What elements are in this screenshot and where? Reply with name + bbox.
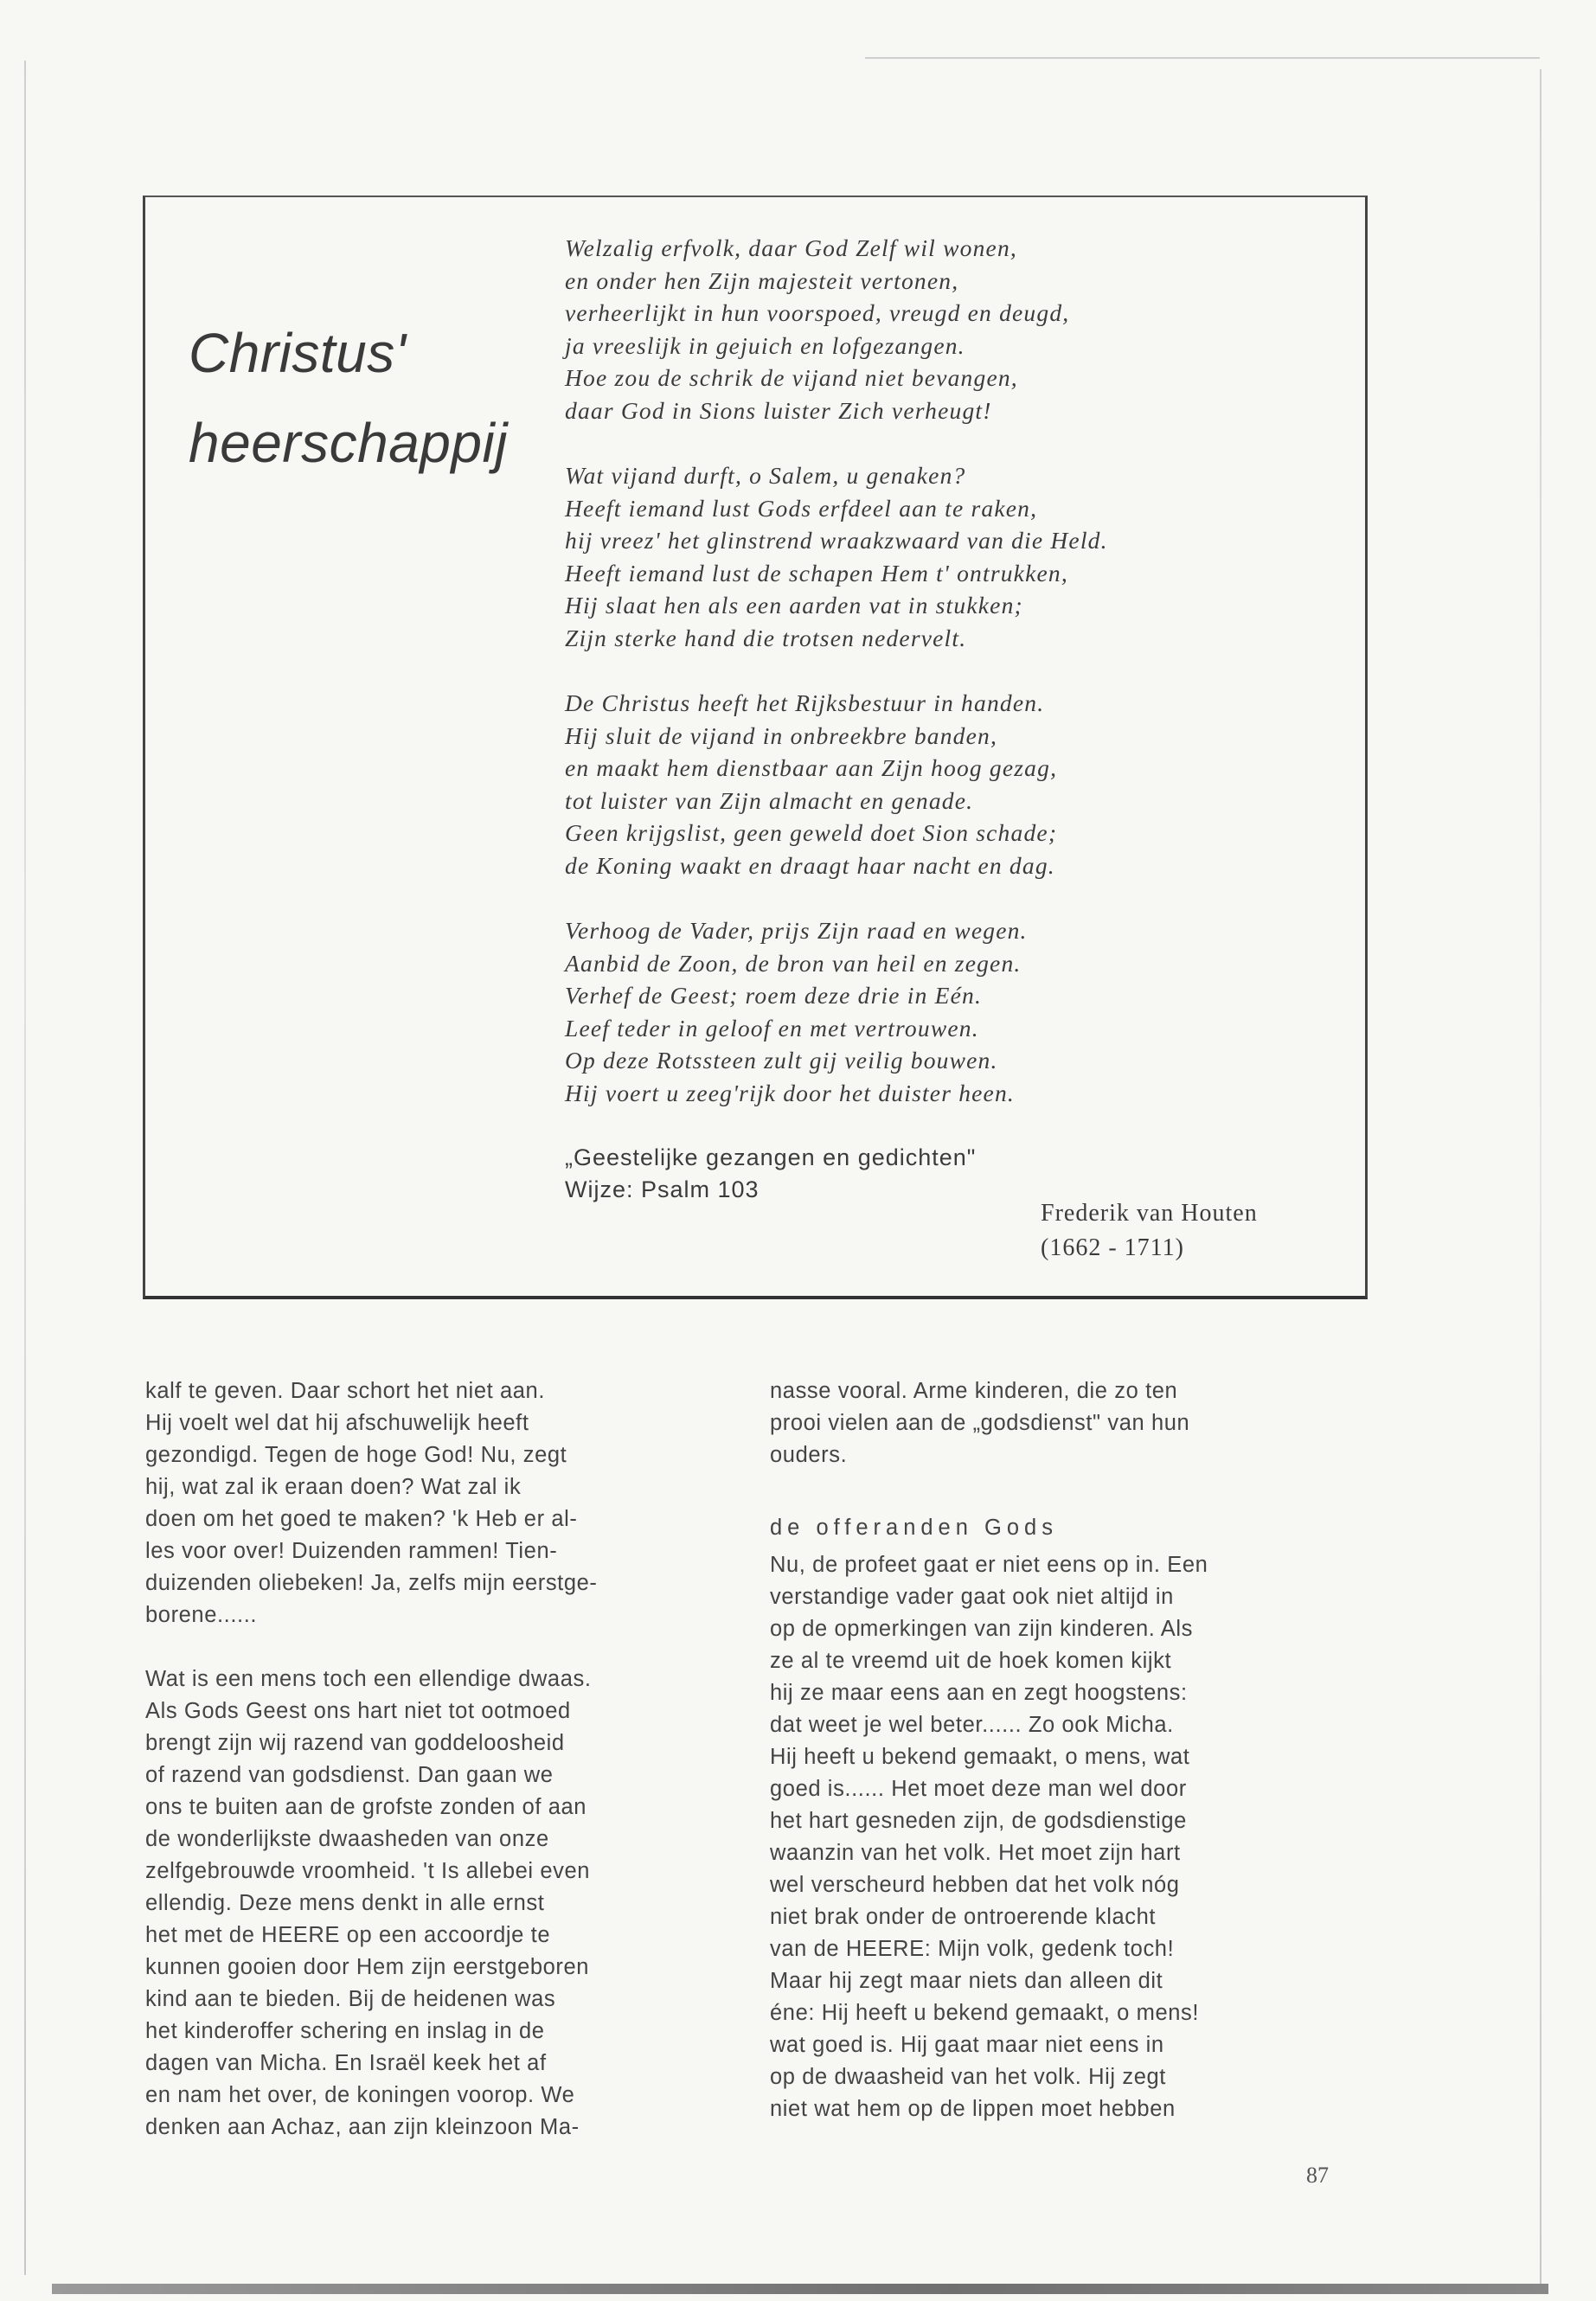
body-line: éne: Hij heeft u bekend gemaakt, o mens!	[770, 2001, 1200, 2025]
source-line: „Geestelijke gezangen en gedichten"	[565, 1144, 977, 1170]
body-line: Hij voelt wel dat hij afschuwelijk heeft	[145, 1411, 529, 1435]
body-line: hij ze maar eens aan en zegt hoogstens:	[770, 1681, 1188, 1705]
body-line: ze al te vreemd uit de hoek komen kijkt	[770, 1649, 1172, 1673]
poem-line: Hoe zou de schrik de vijand niet bevangen,	[565, 364, 1018, 391]
poem-body	[565, 232, 1343, 1206]
body-line: kind aan te bieden. Bij de heidenen was	[145, 1987, 556, 2011]
poem-title-line: Christus'	[189, 322, 407, 384]
body-line: duizenden oliebeken! Ja, zelfs mijn eerstge-	[145, 1571, 598, 1595]
poem-line: Wat vijand durft, o Salem, u genaken?	[565, 462, 966, 489]
poem-line: Verhoog de Vader, prijs Zijn raad en wegen.	[565, 917, 1028, 944]
poem-box	[143, 195, 1368, 1299]
body-line: het kinderoffer schering en inslag in de	[145, 2019, 545, 2043]
body-line: zelfgebrouwde vroomheid. 't Is allebei even	[145, 1859, 591, 1883]
body-line: van de HEERE: Mijn volk, gedenk toch!	[770, 1937, 1175, 1961]
body-line: kalf te geven. Daar schort het niet aan.	[145, 1379, 546, 1403]
poem-line: Hij voert u zeeg'rijk door het duister heen.	[565, 1079, 1015, 1106]
body-line: ellendig. Deze mens denkt in alle ernst	[145, 1891, 545, 1915]
poem-title-line: heerschappij	[189, 412, 508, 474]
body-line: Als Gods Geest ons hart niet tot ootmoed	[145, 1699, 571, 1723]
body-line: Wat is een mens toch een ellendige dwaas.	[145, 1667, 592, 1691]
body-line: nasse vooral. Arme kinderen, die zo ten	[770, 1379, 1178, 1403]
body-line: op de opmerkingen van zijn kinderen. Als	[770, 1617, 1193, 1641]
body-line: en nam het over, de koningen voorop. We	[145, 2083, 575, 2107]
poem-line: Welzalig erfvolk, daar God Zelf wil wonen,	[565, 234, 1017, 261]
body-line: denken aan Achaz, aan zijn kleinzoon Ma-	[145, 2115, 580, 2139]
poem-stanza-3	[565, 687, 1343, 881]
body-line: niet brak onder de ontroerende klacht	[770, 1905, 1157, 1929]
body-line: het met de HEERE op een accoordje te	[145, 1923, 551, 1947]
body-line: ons te buiten aan de grofste zonden of aan	[145, 1795, 587, 1819]
body-line: dat weet je wel beter...... Zo ook Micha.	[770, 1713, 1174, 1737]
poem-line: Op deze Rotssteen zult gij veilig bouwen.	[565, 1047, 998, 1074]
poem-line: verheerlijkt in hun voorspoed, vreugd en deugd,	[565, 299, 1070, 326]
body-line: brengt zijn wij razend van goddeloosheid	[145, 1731, 565, 1755]
body-line: borene......	[145, 1603, 258, 1627]
poem-line: Heeft iemand lust Gods erfdeel aan te raken,	[565, 494, 1038, 522]
poem-line: Verhef de Geest; roem deze drie in Eén.	[565, 982, 983, 1009]
scan-top-line	[865, 57, 1540, 59]
page-number: 87	[1306, 2163, 1329, 2188]
body-line: gezondigd. Tegen de hoge God! Nu, zegt	[145, 1443, 567, 1467]
poem-line: de Koning waakt en draagt haar nacht en dag.	[565, 851, 1055, 879]
poem-line: Leef teder in geloof en met vertrouwen.	[565, 1014, 979, 1042]
body-line: ouders.	[770, 1443, 848, 1467]
poem-line: hij vreez' het glinstrend wraakzwaard van die Held.	[565, 527, 1108, 554]
poem-stanza-1	[565, 232, 1343, 426]
body-line: goed is...... Het moet deze man wel door	[770, 1777, 1187, 1801]
poem-author	[1041, 1196, 1258, 1266]
scan-bottom-bar	[52, 2284, 1548, 2294]
section-heading: de offeranden Gods	[770, 1516, 1058, 1540]
body-line: niet wat hem op de lippen moet hebben	[770, 2097, 1176, 2121]
body-line: Maar hij zegt maar niets dan alleen dit	[770, 1969, 1163, 1993]
body-line: of razend van godsdienst. Dan gaan we	[145, 1763, 554, 1787]
body-line: verstandige vader gaat ook niet altijd in	[770, 1585, 1174, 1609]
body-line: hij, wat zal ik eraan doen? Wat zal ik	[145, 1475, 522, 1499]
poem-line: Hij sluit de vijand in onbreekbre banden,	[565, 721, 998, 749]
body-column-left	[145, 1375, 747, 2144]
body-line: les voor over! Duizenden rammen! Tien-	[145, 1539, 558, 1563]
poem-stanza-2	[565, 459, 1343, 654]
poem-line: Geen krijgslist, geen geweld doet Sion schade;	[565, 819, 1058, 846]
author-name: Frederik van Houten	[1041, 1200, 1258, 1227]
body-line: kunnen gooien door Hem zijn eerstgeboren	[145, 1955, 590, 1979]
body-line: Nu, de profeet gaat er niet eens op in. Een	[770, 1553, 1208, 1577]
source-line: Wijze: Psalm 103	[565, 1176, 760, 1202]
body-line: op de dwaasheid van het volk. Hij zegt	[770, 2065, 1166, 2089]
body-column-right	[770, 1375, 1371, 2125]
poem-line: tot luister van Zijn almacht en genade.	[565, 786, 974, 814]
body-line: dagen van Micha. En Israël keek het af	[145, 2051, 547, 2075]
poem-line: Hij slaat hen als een aarden vat in stukken;	[565, 592, 1023, 619]
poem-line: Zijn sterke hand die trotsen nedervelt.	[565, 624, 967, 651]
author-years: (1662 - 1711)	[1041, 1234, 1184, 1261]
body-line: wel verscheurd hebben dat het volk nóg	[770, 1873, 1180, 1897]
body-line: prooi vielen aan de „godsdienst" van hun	[770, 1411, 1190, 1435]
scan-edge-left	[24, 61, 26, 2275]
body-line: het hart gesneden zijn, de godsdienstige	[770, 1809, 1187, 1833]
paragraph-gap	[145, 1631, 747, 1663]
body-line: wat goed is. Hij gaat maar niet eens in	[770, 2033, 1164, 2057]
body-line: de wonderlijkste dwaasheden van onze	[145, 1827, 549, 1851]
body-line: doen om het goed te maken? 'k Heb er al-	[145, 1507, 578, 1531]
poem-line: en onder hen Zijn majesteit vertonen,	[565, 266, 959, 294]
poem-line: ja vreeslijk in gejuich en lofgezangen.	[565, 331, 965, 359]
scan-edge-right	[1540, 69, 1542, 2284]
poem-stanza-4	[565, 914, 1343, 1109]
body-line: waanzin van het volk. Het moet zijn hart	[770, 1841, 1181, 1865]
poem-line: De Christus heeft het Rijksbestuur in handen.	[565, 689, 1045, 716]
poem-line: en maakt hem dienstbaar aan Zijn hoog gezag,	[565, 754, 1058, 781]
body-line: Hij heeft u bekend gemaakt, o mens, wat	[770, 1745, 1190, 1769]
poem-line: Aanbid de Zoon, de bron van heil en zegen.	[565, 949, 1022, 977]
poem-title	[189, 308, 508, 488]
poem-line: daar God in Sions luister Zich verheugt!	[565, 396, 992, 424]
paragraph-gap	[770, 1471, 1371, 1503]
poem-line: Heeft iemand lust de schapen Hem t' ontrukken,	[565, 559, 1068, 586]
